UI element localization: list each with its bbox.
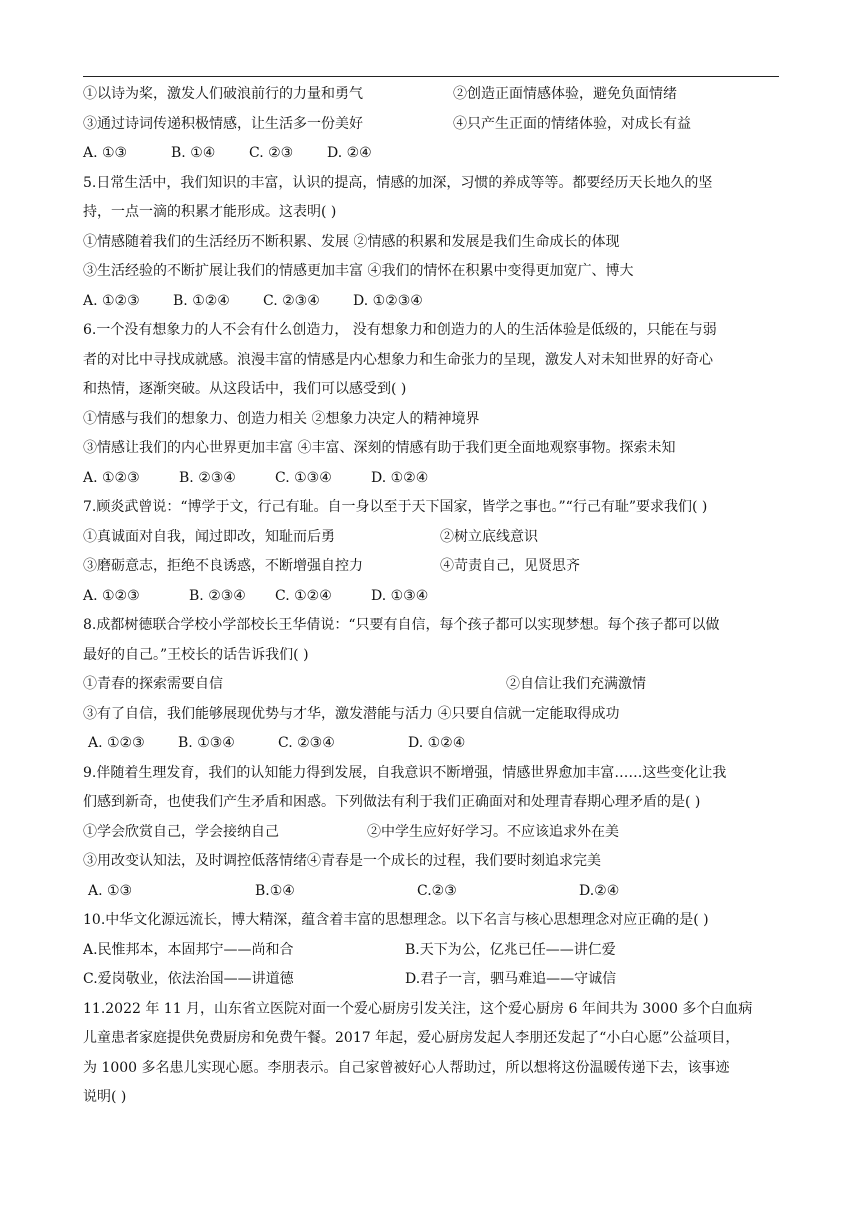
q7-statement-4: ④苛责自己，见贤思齐 bbox=[440, 558, 580, 574]
q7-stem-line-1: 7.顾炎武曾说：“博学于文，行己有耻。自一身以至于天下国家，皆学之事也。”“行己有耻”要求我们( ) bbox=[83, 499, 708, 515]
q10-choice-row-2 bbox=[83, 965, 783, 995]
q7-choice-b: B. ②③④ bbox=[189, 587, 246, 604]
q5-choice-c: C. ②③④ bbox=[263, 292, 320, 309]
q7-statement-2: ②树立底线意识 bbox=[440, 528, 538, 545]
q9-stem-line-1: 9.伴随着生理发育，我们的认知能力得到发展，自我意识不断增强，情感世界愈加丰富……这些变化让我 bbox=[83, 764, 727, 781]
q5-stem-line-1: 5.日常生活中，我们知识的丰富，认识的提高，情感的加深，习惯的养成等等。都要经历天长地久的坚 bbox=[83, 174, 713, 191]
q7-choice-a: A. ①②③ bbox=[83, 587, 140, 604]
q8-statement-row-1 bbox=[83, 670, 783, 700]
q8-choices bbox=[83, 729, 783, 759]
q9-statement-1: ①学会欣赏自己，学会接纳自己 bbox=[83, 823, 279, 840]
q4-choice-a: A. ①③ bbox=[83, 145, 128, 161]
q10-choice-c: C.爱岗敬业，依法治国——讲道德 bbox=[83, 971, 294, 987]
q5-choice-a: A. ①②③ bbox=[83, 292, 140, 309]
q8-statement-1: ①青春的探索需要自信 bbox=[83, 676, 223, 692]
q9-statement-row-1 bbox=[83, 818, 783, 848]
q7-choice-c: C. ①②④ bbox=[275, 587, 332, 604]
header-rule bbox=[83, 76, 779, 77]
q9-choice-d: D.②④ bbox=[579, 882, 620, 899]
q4-statement-2: ②创造正面情感体验，避免负面情绪 bbox=[453, 86, 677, 102]
q4-choices bbox=[83, 139, 783, 169]
q6-stem-line-3: 和热情，逐渐突破。从这段话中，我们可以感受到( ) bbox=[83, 381, 407, 397]
q6-choice-c: C. ①③④ bbox=[275, 469, 332, 486]
q7-statement-row-2 bbox=[83, 552, 783, 582]
q8-choice-b: B. ①③④ bbox=[178, 735, 235, 751]
q9-choices bbox=[83, 877, 783, 907]
q7-statement-row-1 bbox=[83, 523, 783, 553]
q10-choice-row-1 bbox=[83, 936, 783, 966]
q5-statements-3-4: ③生活经验的不断扩展让我们的情感更加丰富 ④我们的情怀在积累中变得更加宽广、博大 bbox=[83, 263, 634, 279]
q7-statement-1: ①真诚面对自我，闻过即改，知耻而后勇 bbox=[83, 528, 335, 545]
q7-choices bbox=[83, 582, 783, 612]
q4-statement-row-2 bbox=[83, 110, 783, 140]
q4-statement-4: ④只产生正面的情绪体验，对成长有益 bbox=[453, 115, 691, 132]
q9-choice-b: B.①④ bbox=[255, 882, 295, 899]
q4-statement-3: ③通过诗词传递积极情感，让生活多一份美好 bbox=[83, 115, 363, 132]
q5-choice-b: B. ①②④ bbox=[173, 292, 230, 309]
q7-choice-d: D. ①③④ bbox=[371, 587, 429, 604]
q6-choice-b: B. ②③④ bbox=[179, 469, 236, 486]
q8-choice-a: A. ①②③ bbox=[88, 735, 145, 751]
q10-choice-b: B.天下为公，亿兆已任——讲仁爱 bbox=[405, 941, 616, 958]
q10-choice-d: D.君子一言，驷马难追——守诚信 bbox=[405, 971, 617, 987]
q5-choices bbox=[83, 287, 783, 317]
q9-statement-2: ②中学生应好好学习。不应该追求外在美 bbox=[367, 823, 619, 840]
q10-stem-line-1: 10.中华文化源远流长，博大精深，蕴含着丰富的思想理念。以下名言与核心思想理念对应正确的是( ) bbox=[83, 912, 709, 928]
q8-statements-3-4: ③有了自信，我们能够展现优势与才华，激发潜能与活力 ④只要自信就一定能取得成功 bbox=[83, 705, 620, 722]
q9-choice-a: A. ①③ bbox=[88, 882, 133, 899]
q6-statements-1-2: ①情感与我们的想象力、创造力相关 ②想象力决定人的精神境界 bbox=[83, 410, 480, 427]
q8-stem-line-1: 8.成都树德联合学校小学部校长王华倩说：“只要有自信，每个孩子都可以实现梦想。每个孩子都可以做 bbox=[83, 617, 720, 633]
q8-choice-d: D. ①②④ bbox=[408, 735, 466, 751]
q9-stem-line-2: 们感到新奇，也使我们产生矛盾和困惑。下列做法有利于我们正确面对和处理青春期心理矛盾的是( ) bbox=[83, 794, 701, 810]
q4-statement-1: ①以诗为桨，激发人们破浪前行的力量和勇气 bbox=[83, 86, 363, 102]
q11-stem-line-2: 儿童患者家庭提供免费厨房和免费午餐。2017 年起，爱心厨房发起人李朋还发起了“小白心愿”公益项目， bbox=[83, 1030, 740, 1046]
q6-choice-a: A. ①②③ bbox=[83, 469, 140, 486]
q6-choice-d: D. ①②④ bbox=[371, 469, 429, 486]
q11-stem-line-4: 说明( ) bbox=[83, 1089, 127, 1105]
q5-statements-1-2: ①情感随着我们的生活经历不断积累、发展 ②情感的积累和发展是我们生命成长的体现 bbox=[83, 233, 620, 250]
q6-stem-line-2: 者的对比中寻找成就感。浪漫丰富的情感是内心想象力和生命张力的呈现，激发人对未知世界的好奇心 bbox=[83, 351, 713, 368]
q8-choice-c: C. ②③④ bbox=[278, 735, 335, 751]
q7-statement-3: ③磨砺意志，拒绝不良诱惑，不断增强自控力 bbox=[83, 558, 363, 574]
q10-choice-a: A.民惟邦本，本固邦宁——尚和合 bbox=[83, 941, 294, 958]
q11-stem-line-1: 11.2022 年 11 月，山东省立医院对面一个爱心厨房引发关注，这个爱心厨房 6 年间共为 3000 多个白血病 bbox=[83, 1000, 753, 1017]
question-list bbox=[83, 80, 783, 1113]
q4-choice-d: D. ②④ bbox=[327, 145, 372, 161]
q4-choice-c: C. ②③ bbox=[249, 145, 294, 161]
q6-stem-line-1: 6.一个没有想象力的人不会有什么创造力， 没有想象力和创造力的人的生活体验是低级的，只能在与弱 bbox=[83, 322, 717, 338]
q8-statement-2: ②自信让我们充满激情 bbox=[506, 676, 646, 692]
q9-statements-3-4: ③用改变认知法，及时调控低落情绪④青春是一个成长的过程，我们要时刻追求完美 bbox=[83, 853, 601, 869]
q4-choice-b: B. ①④ bbox=[171, 145, 216, 161]
q6-choices bbox=[83, 464, 783, 494]
q5-choice-d: D. ①②③④ bbox=[353, 292, 423, 309]
q11-stem-line-3: 为 1000 多名患儿实现心愿。李朋表示。自己家曾被好心人帮助过，所以想将这份温暖传递下去，该事迹 bbox=[83, 1059, 730, 1076]
q4-statement-row-1 bbox=[83, 80, 783, 110]
q5-stem-line-2: 持，一点一滴的积累才能形成。这表明( ) bbox=[83, 204, 337, 220]
q6-statements-3-4: ③情感让我们的内心世界更加丰富 ④丰富、深刻的情感有助于我们更全面地观察事物。探索未知 bbox=[83, 440, 676, 456]
q9-choice-c: C.②③ bbox=[417, 882, 457, 899]
q8-stem-line-2: 最好的自己。”王校长的话告诉我们( ) bbox=[83, 646, 309, 663]
